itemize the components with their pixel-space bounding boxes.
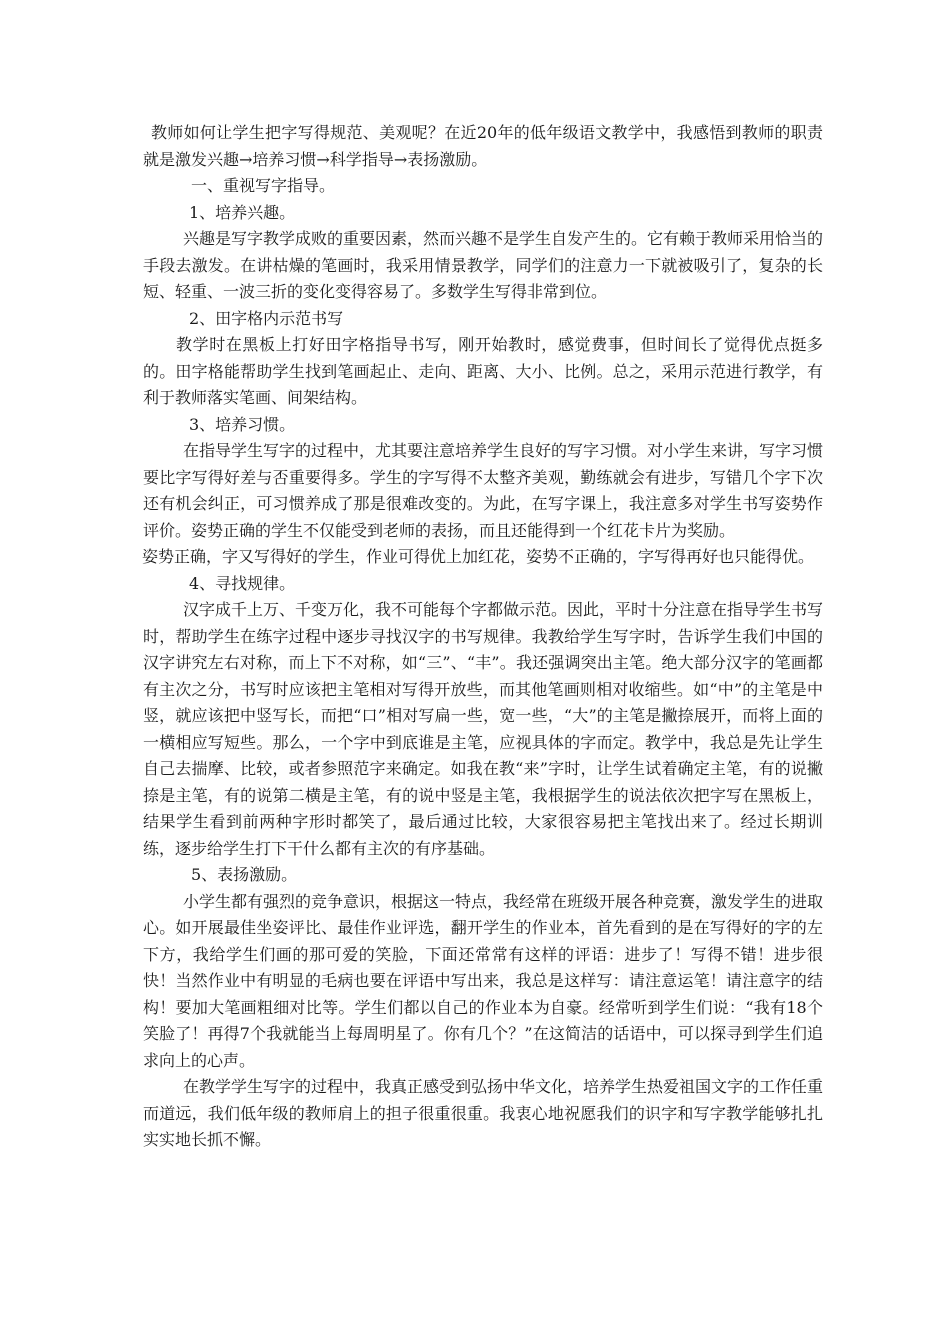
paragraph-grid-demo: 教学时在黑板上打好田字格指导书写，刚开始教时，感觉费事，但时间长了觉得优点挺多的。田字格能帮助学生找到笔画起止、走向、距离、大小、比例。总之，采用示范进行教学，有利于教师落实笔画、间架结构。 bbox=[143, 335, 823, 407]
section-heading-1: 一、重视写字指导。 bbox=[191, 176, 336, 195]
paragraph-praise: 小学生都有强烈的竞争意识，根据这一特点，我经常在班级开展各种竞赛，激发学生的进取心。如开展最佳坐姿评比、最佳作业评选，翻开学生的作业本，首先看到的是在写得好的字的左下方，我给学生们画的那可爱的笑脸，下面还常常有这样的评语：进步了！写得不错！进步很快！当然作业中有明显的毛病也要在评语中写出来，我总是这样写：请注意运笔！请注意字的结构！要加大笔画粗细对比等。学生们都以自己的作业本为自豪。经常听到学生们说：“我有18个笑脸了！再得7个我就能当上每周明星了。你有几个？”在这简洁的话语中，可以探寻到学生们追求向上的心声。 bbox=[143, 891, 824, 1070]
subheading-habits: 3、培养习惯。 bbox=[189, 414, 296, 434]
paragraph-interest: 兴趣是写字教学成败的重要因素，然而兴趣不是学生自发产生的。它有赖于教师采用恰当的手段去激发。在讲枯燥的笔画时，我采用情景教学，同学们的注意力一下就被吸引了，复杂的长短、轻重、一波三折的变化变得容易了。多数学生写得非常到位。 bbox=[143, 229, 824, 301]
subheading-praise: 5、表扬激励。 bbox=[191, 865, 298, 884]
subheading-grid-demo: 2、田字格内示范书写 bbox=[189, 308, 344, 328]
intro-paragraph: 教师如何让学生把字写得规范、美观呢？在近20年的低年级语文教学中，我感悟到教师的职责就是激发兴趣→培养习惯→科学指导→表扬激励。 bbox=[143, 123, 823, 169]
paragraph-habits-continued: 姿势正确，字又写得好的学生，作业可得优上加红花，姿势不正确的，字写得再好也只能得优。 bbox=[142, 547, 815, 566]
paragraph-patterns: 汉字成千上万、千变万化，我不可能每个字都做示范。因此，平时十分注意在指导学生书写时，帮助学生在练字过程中逐步寻找汉字的书写规律。我教给学生写字时，告诉学生我们中国的汉字讲究左右对称，而上下不对称，如“三”、“丰”。我还强调突出主笔。绝大部分汉字的笔画都有主次之分，书写时应该把主笔相对写得开放些，而其他笔画则相对收缩些。如“中”的主笔是中竖，就应该把中竖写长，而把“口”相对写扁一些，宽一些，“大”的主笔是撇捺展开，而将上面的一横相应写短些。那么，一个字中到底谁是主笔，应视具体的字而定。教学中，我总是先让学生自己去揣摩、比较，或者参照范字来确定。如我在教“来”字时，让学生试着确定主笔，有的说撇捺是主笔，有的说第二横是主笔，有的说中竖是主笔，我根据学生的说法依次把字写在黑板上，结果学生看到前两种字形时都笑了，最后通过比较，大家很容易把主笔找出来了。经过长期训练，逐步给学生打下干什么都有主次的有序基础。 bbox=[143, 600, 824, 858]
document-body bbox=[143, 120, 823, 1154]
paragraph-habits: 在指导学生写字的过程中，尤其要注意培养学生良好的写字习惯。对小学生来讲，写字习惯要比字写得好差与否重要得多。学生的字写得不太整齐美观，勤练就会有进步，写错几个字下次还有机会纠正，可习惯养成了那是很难改变的。为此，在写字课上，我注意多对学生书写姿势作评价。姿势正确的学生不仅能受到老师的表扬，而且还能得到一个红花卡片为奖励。 bbox=[143, 441, 824, 540]
paragraph-conclusion: 在教学学生写字的过程中，我真正感受到弘扬中华文化，培养学生热爱祖国文字的工作任重而道远，我们低年级的教师肩上的担子很重很重。我衷心地祝愿我们的识字和写字教学能够扎扎实实地长抓不懈。 bbox=[143, 1077, 824, 1149]
subheading-patterns: 4、寻找规律。 bbox=[189, 573, 296, 593]
subheading-interest: 1、培养兴趣。 bbox=[189, 202, 296, 222]
